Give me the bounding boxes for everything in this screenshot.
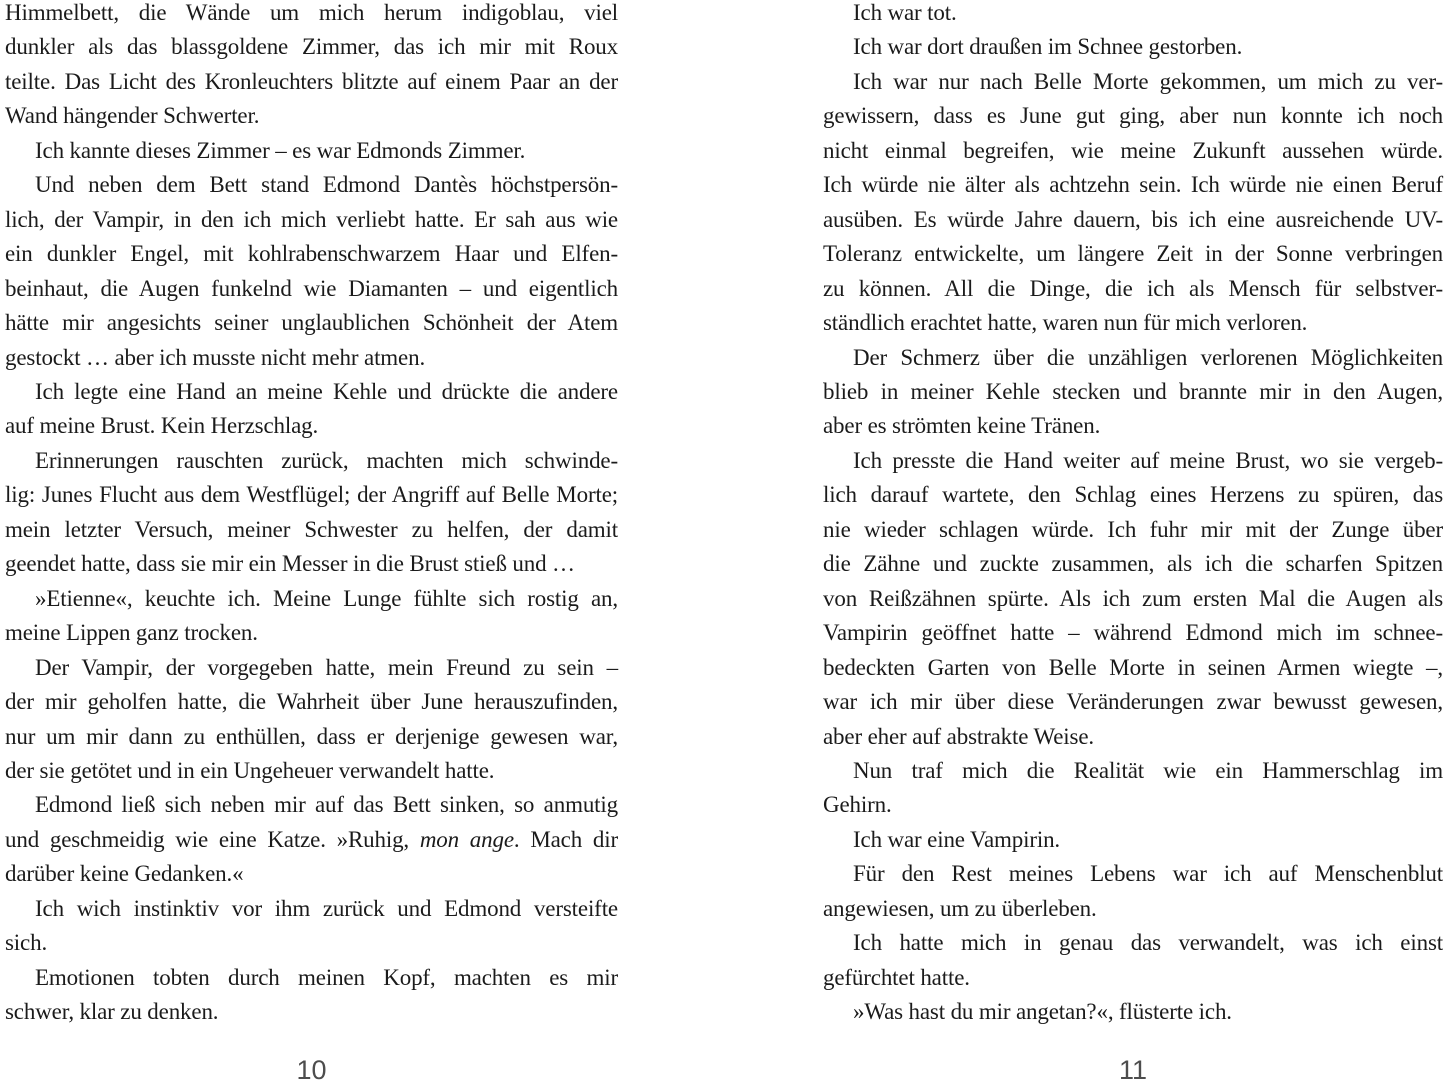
text-line: von Reißzähnen spürte. Als ich zum ersten Mal die Augen als xyxy=(823,585,1443,611)
paragraph xyxy=(5,375,618,444)
text-line: teilte. Das Licht des Kronleuchters blitzte auf einem Paar an der xyxy=(5,68,618,94)
text-line: Erinnerungen rauschten zurück, machten mich schwinde- xyxy=(35,447,618,473)
text-line: aber eher auf abstrakte Weise. xyxy=(823,723,1094,749)
paragraph xyxy=(823,995,1443,1029)
text-line: Vampirin geöffnet hatte – während Edmond mich im schnee- xyxy=(823,620,1443,646)
text-line: Ich war tot. xyxy=(853,0,957,25)
page-right-text xyxy=(823,0,1443,1030)
text-line: hätte mir angesichts seiner unglaublichen Schönheit der Atem xyxy=(5,310,618,336)
paragraph xyxy=(5,0,618,134)
text-line: gestockt … aber ich musste nicht mehr atmen. xyxy=(5,344,426,370)
text-line: darüber keine Gedanken.« xyxy=(5,861,244,887)
paragraph xyxy=(5,582,618,651)
paragraph xyxy=(5,892,618,961)
text-line: nie wieder schlagen würde. Ich fuhr mir mit der Zunge über xyxy=(823,516,1443,542)
paragraph xyxy=(5,961,618,1030)
text-line: aber es strömten keine Tränen. xyxy=(823,413,1101,439)
text-line: Emotionen tobten durch meinen Kopf, machten es mir xyxy=(35,964,618,990)
text-line: der sie getötet und in ein Ungeheuer verwandelt hatte. xyxy=(5,757,495,783)
text-line: dunkler als das blassgoldene Zimmer, das ich mir mit Roux xyxy=(5,34,618,60)
text-line: Ich hatte mich in genau das verwandelt, was ich einst xyxy=(853,930,1443,956)
text-line: die Zähne und zuckte zusammen, als ich die scharfen Spitzen xyxy=(823,551,1443,577)
text-line: ständlich erachtet hatte, waren nun für mich verloren. xyxy=(823,310,1308,336)
text-line: Für den Rest meines Lebens war ich auf Menschenblut xyxy=(853,861,1443,887)
text-line: Der Vampir, der vorgegeben hatte, mein Freund zu sein – xyxy=(35,654,618,680)
paragraph xyxy=(823,926,1443,995)
text-line: meine Lippen ganz trocken. xyxy=(5,620,258,646)
paragraph xyxy=(823,65,1443,341)
text-line: »Etienne«, keuchte ich. Meine Lunge fühlte sich rostig an, xyxy=(35,585,618,611)
text-line: lich, der Vampir, in den ich mich verliebt hatte. Er sah aus wie xyxy=(5,206,618,232)
text-line: nur um mir dann zu enthüllen, dass er derjenige gewesen war, xyxy=(5,723,618,749)
paragraph xyxy=(5,651,618,789)
paragraph xyxy=(5,134,618,168)
paragraph xyxy=(823,444,1443,754)
text-line: gewissern, dass es June gut ging, aber nun konnte ich noch xyxy=(823,103,1443,129)
text-line: nicht einmal begreifen, wie meine Zukunft aussehen würde. xyxy=(823,137,1443,163)
text-line: blieb in meiner Kehle stecken und brannte mir in den Augen, xyxy=(823,378,1443,404)
text-line: Der Schmerz über die unzähligen verlorenen Möglichkeiten xyxy=(853,344,1443,370)
paragraph xyxy=(5,444,618,582)
text-line: Wand hängender Schwerter. xyxy=(5,103,260,129)
page-number-left: 10 xyxy=(296,1055,327,1085)
text-line: gefürchtet hatte. xyxy=(823,964,970,990)
text-line: Ich presste die Hand weiter auf meine Brust, wo sie vergeb- xyxy=(853,447,1443,473)
paragraph xyxy=(5,788,618,891)
text-line: sich. xyxy=(5,930,48,956)
text-line: lich darauf wartete, den Schlag eines Herzens zu spüren, das xyxy=(823,482,1443,508)
text-line: Ich war nur nach Belle Morte gekommen, um mich zu ver- xyxy=(853,68,1443,94)
paragraph xyxy=(823,0,1443,30)
text-line: der mir geholfen hatte, die Wahrheit über June herauszufinden, xyxy=(5,689,618,715)
text-line: bedeckten Garten von Belle Morte in seinen Armen wiegte –, xyxy=(823,654,1443,680)
text-line: auf meine Brust. Kein Herzschlag. xyxy=(5,413,319,439)
text-line: ein dunkler Engel, mit kohlrabenschwarzem Haar und Elfen- xyxy=(5,241,618,267)
paragraph xyxy=(823,341,1443,444)
page-number-right: 11 xyxy=(1118,1055,1148,1085)
text-line: Ich kannte dieses Zimmer – es war Edmonds Zimmer. xyxy=(35,137,526,163)
text-line: war ich mir über diese Veränderungen zwar bewusst gewesen, xyxy=(823,689,1443,715)
text-line: Ich war eine Vampirin. xyxy=(853,826,1061,852)
text-line: mein letzter Versuch, meiner Schwester zu helfen, der damit xyxy=(5,516,618,542)
text-line: ausüben. Es würde Jahre dauern, bis ich eine ausreichende UV- xyxy=(823,206,1443,232)
text-line: und geschmeidig wie eine Katze. »Ruhig, mon ange. Mach dir xyxy=(5,826,618,852)
paragraph xyxy=(823,754,1443,823)
text-line: Ich legte eine Hand an meine Kehle und drückte die andere xyxy=(35,378,618,404)
text-line: Ich würde nie älter als achtzehn sein. Ich würde nie einen Beruf xyxy=(823,172,1443,198)
paragraph xyxy=(823,823,1443,857)
text-line: Ich war dort draußen im Schnee gestorben. xyxy=(853,34,1243,60)
text-line: schwer, klar zu denken. xyxy=(5,999,219,1025)
text-line: Himmelbett, die Wände um mich herum indigoblau, viel xyxy=(5,0,618,25)
page-left-text xyxy=(5,0,618,1030)
paragraph xyxy=(5,168,618,375)
text-line: lig: Junes Flucht aus dem Westflügel; der Angriff auf Belle Morte; xyxy=(5,482,618,508)
text-line: angewiesen, um zu überleben. xyxy=(823,895,1097,921)
text-line: zu können. All die Dinge, die ich als Mensch für selbstver- xyxy=(823,275,1443,301)
text-line: geendet hatte, dass sie mir ein Messer in die Brust stieß und … xyxy=(5,551,575,577)
text-line: Edmond ließ sich neben mir auf das Bett sinken, so anmutig xyxy=(35,792,618,818)
text-line: Gehirn. xyxy=(823,792,892,818)
text-line: Nun traf mich die Realität wie ein Hammerschlag im xyxy=(853,757,1443,783)
text-line: Ich wich instinktiv vor ihm zurück und Edmond versteifte xyxy=(35,895,618,921)
text-line: »Was hast du mir angetan?«, flüsterte ich. xyxy=(853,999,1232,1025)
text-line: Und neben dem Bett stand Edmond Dantès höchstpersön- xyxy=(35,172,618,198)
paragraph xyxy=(823,857,1443,926)
paragraph xyxy=(823,30,1443,64)
text-line: Toleranz entwickelte, um längere Zeit in der Sonne verbringen xyxy=(823,241,1443,267)
text-line: beinhaut, die Augen funkelnd wie Diamanten – und eigentlich xyxy=(5,275,618,301)
